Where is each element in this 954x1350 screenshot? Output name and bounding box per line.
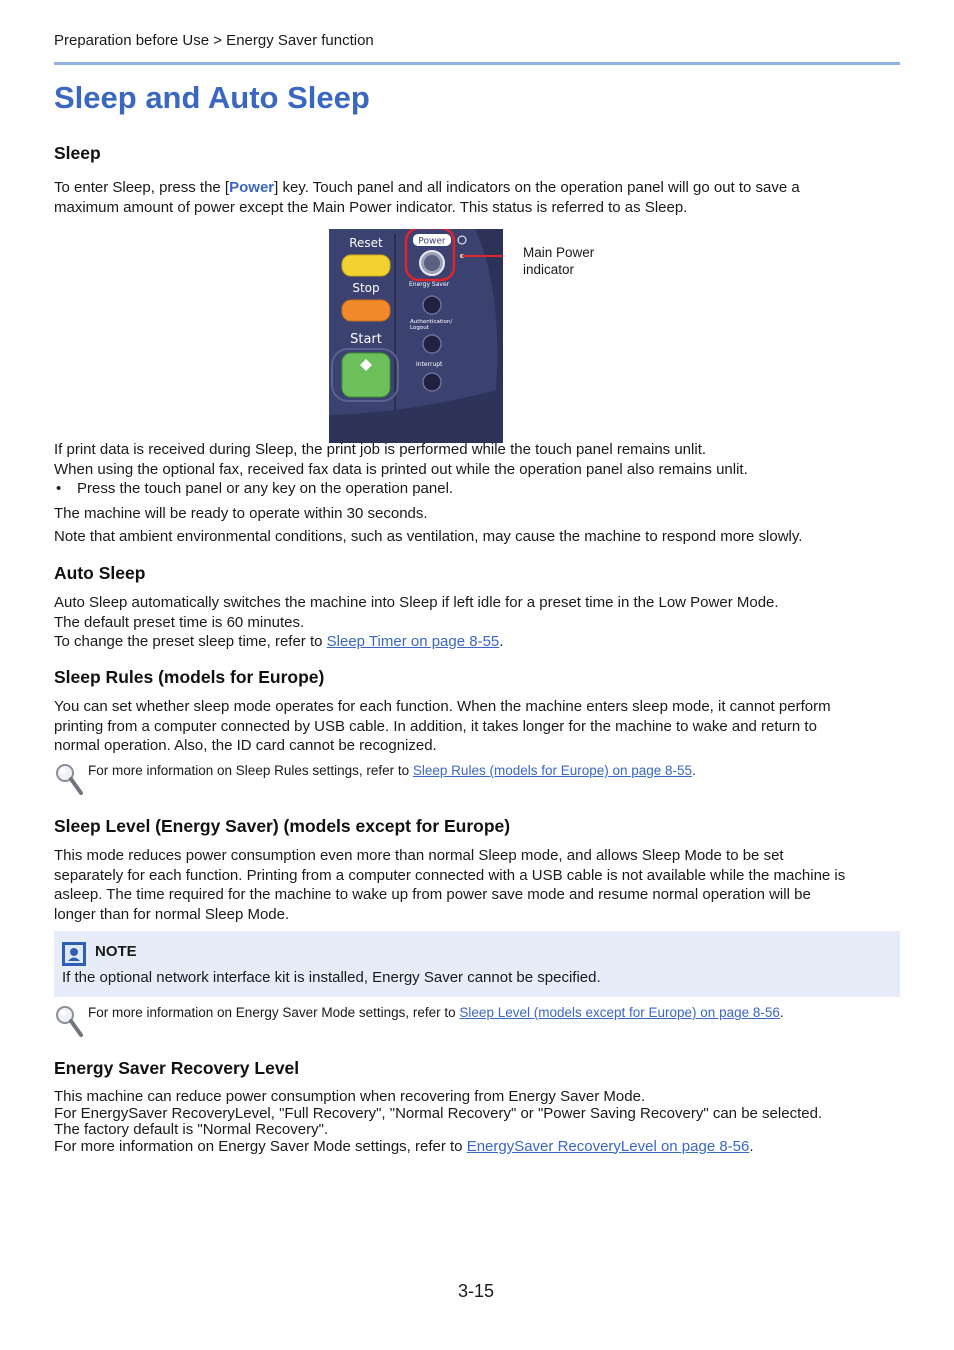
sleep-level-text xyxy=(54,846,904,924)
note-label: NOTE xyxy=(95,943,137,960)
callout-line1: Main Power xyxy=(523,245,595,260)
reset-button xyxy=(342,255,390,276)
magnifier-icon xyxy=(54,762,84,796)
sleep-timer-link[interactable]: Sleep Timer on page 8-55 xyxy=(326,633,500,650)
recovery-line2: For EnergySaver RecoveryLevel, "Full Recovery", "Normal Recovery" or "Power Saving Recovery" can be selected. xyxy=(54,1104,823,1122)
authentication-key xyxy=(423,335,441,353)
sleep-rules-line3: normal operation. Also, the ID card cannot be recognized. xyxy=(54,737,437,754)
ref-text-post: . xyxy=(779,1005,784,1020)
recovery-heading: Energy Saver Recovery Level xyxy=(54,1058,300,1078)
page-title: Sleep and Auto Sleep xyxy=(54,80,370,115)
authentication-label: Authentication/ xyxy=(410,319,453,325)
stop-label: Stop xyxy=(352,281,380,295)
sleep-level-reference xyxy=(54,1004,904,1038)
recovery-text xyxy=(54,1089,904,1155)
callout-line2: indicator xyxy=(523,262,575,277)
bullet-marker: • xyxy=(56,480,62,497)
auto-sleep-line3-end: . xyxy=(499,633,504,650)
intro-text-cont: ] key. Touch panel and all indicators on the operation panel will go out to save a xyxy=(274,179,800,196)
header-rule xyxy=(54,62,900,65)
auto-sleep-heading: Auto Sleep xyxy=(54,563,146,583)
sleep-rules-reference-text xyxy=(88,762,696,780)
sleep-level-line4: longer than for normal Sleep Mode. xyxy=(54,905,290,923)
print-line: If print data is received during Sleep, the print job is performed while the touch panel remains unlit. xyxy=(54,441,707,458)
sleep-level-line1: This mode reduces power consumption even more than normal Sleep mode, and allows Sleep Mode to be set xyxy=(54,847,784,864)
main-power-callout xyxy=(523,244,594,278)
interrupt-label: Interrupt xyxy=(416,361,443,368)
recovery-line4: For more information on Energy Saver Mode settings, refer to xyxy=(54,1137,467,1155)
fax-line: When using the optional fax, received fax data is printed out while the operation panel also remains unlit. xyxy=(54,460,748,478)
recovery-level-link[interactable]: EnergySaver RecoveryLevel on page 8-56 xyxy=(466,1137,750,1155)
auto-sleep-text xyxy=(54,593,904,652)
sleep-rules-line1: You can set whether sleep mode operates for each function. When the machine enters sleep mode, it cannot perform xyxy=(54,698,831,715)
power-tag-label: Power xyxy=(418,236,446,247)
sleep-level-reference-text xyxy=(88,1004,784,1022)
sleep-heading: Sleep xyxy=(54,143,101,163)
ambient-text: Note that ambient environmental conditions, such as ventilation, may cause the machine to respond more slowly. xyxy=(54,528,803,545)
sleep-rules-heading: Sleep Rules (models for Europe) xyxy=(54,667,325,687)
note-text: If the optional network interface kit is installed, Energy Saver cannot be specified. xyxy=(62,969,601,986)
sleep-rules-link[interactable]: Sleep Rules (models for Europe) on page 8-55 xyxy=(412,763,693,778)
interrupt-key xyxy=(423,373,441,391)
auto-sleep-line1: Auto Sleep automatically switches the machine into Sleep if left idle for a preset time in the Low Power Mode. xyxy=(54,594,779,611)
sleep-print-text xyxy=(54,440,904,479)
ready-text: The machine will be ready to operate within 30 seconds. xyxy=(54,505,428,522)
auto-sleep-line2: The default preset time is 60 minutes. xyxy=(54,613,305,631)
energy-saver-key xyxy=(423,296,441,314)
ref-text-pre: For more information on Energy Saver Mode settings, refer to xyxy=(88,1005,460,1020)
start-label: Start xyxy=(350,332,382,347)
bullet-item: Press the touch panel or any key on the operation panel. xyxy=(77,480,454,497)
sleep-rules-line2: printing from a computer connected by USB cable. In addition, it takes longer for the machine to wake and return to xyxy=(54,717,817,735)
sleep-level-link[interactable]: Sleep Level (models except for Europe) on page 8-56 xyxy=(459,1005,780,1020)
ref-text-post: . xyxy=(692,763,696,778)
power-key-label: Power xyxy=(229,179,275,196)
recovery-line4-end: . xyxy=(749,1137,754,1155)
stop-button xyxy=(342,300,390,321)
sleep-intro xyxy=(54,178,904,217)
intro-text: To enter Sleep, press the [ xyxy=(54,179,230,196)
sleep-level-heading: Sleep Level (Energy Saver) (models except for Europe) xyxy=(54,816,511,836)
auto-sleep-line3: To change the preset sleep time, refer to xyxy=(54,633,327,650)
recovery-line3: The factory default is "Normal Recovery". xyxy=(54,1121,329,1138)
sleep-level-line2: separately for each function. Printing from a computer connected with a USB cable is not available while the machine is xyxy=(54,866,846,884)
magnifier-icon xyxy=(54,1004,84,1038)
energy-saver-label: Energy Saver xyxy=(409,281,450,288)
sleep-rules-reference xyxy=(54,762,904,796)
recovery-line1: This machine can reduce power consumption when recovering from Energy Saver Mode. xyxy=(54,1088,646,1105)
ref-text-pre: For more information on Sleep Rules settings, refer to xyxy=(88,763,413,778)
note-box xyxy=(54,931,900,997)
page-number: 3-15 xyxy=(458,1281,495,1301)
logout-label: Logout xyxy=(410,325,429,331)
operation-panel-figure xyxy=(329,229,503,443)
sleep-level-line3: asleep. The time required for the machine to wake up from power save mode and resume normal operation will be xyxy=(54,886,811,903)
breadcrumb: Preparation before Use > Energy Saver function xyxy=(54,32,374,49)
reset-label: Reset xyxy=(349,236,383,250)
note-icon xyxy=(62,942,86,966)
intro-text-line2: maximum amount of power except the Main Power indicator. This status is referred to as Sleep. xyxy=(54,198,688,216)
sleep-rules-text xyxy=(54,697,904,756)
